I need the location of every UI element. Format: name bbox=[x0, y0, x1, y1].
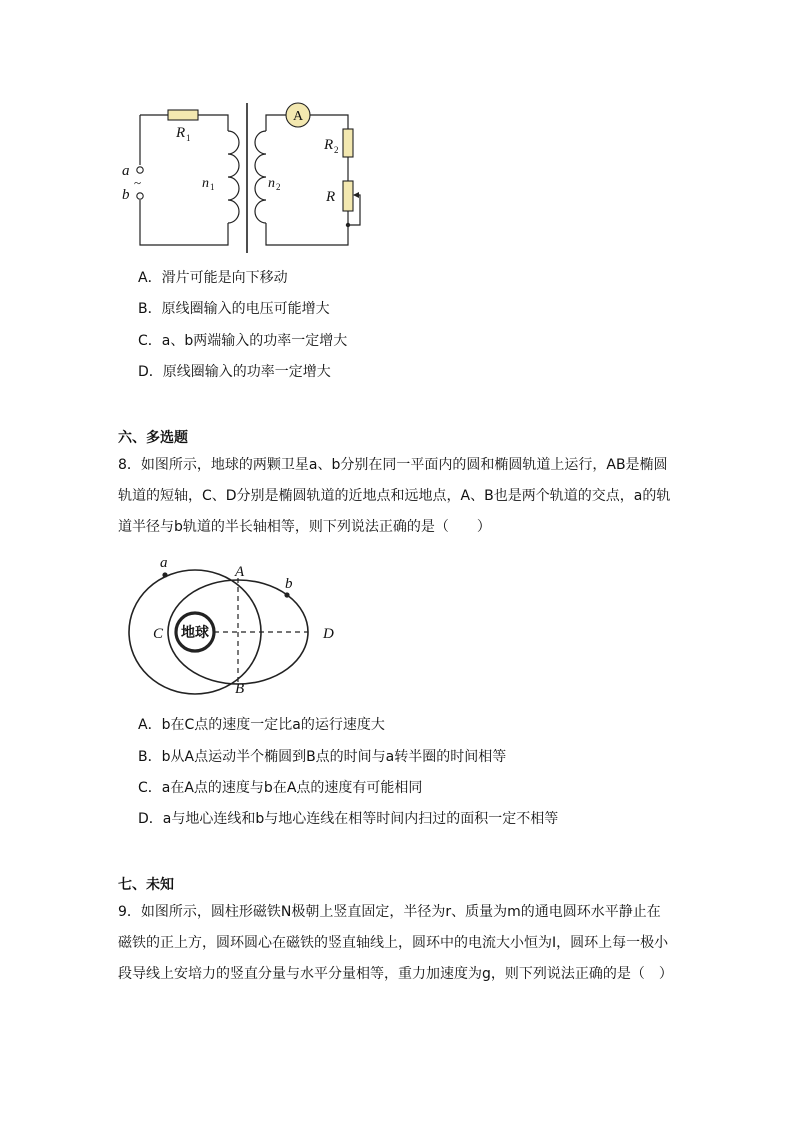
q8-option-d: D．a与地心连线和b与地心连线在相等时间内扫过的面积一定不相等 bbox=[138, 811, 559, 827]
q7-option-b: B．原线圈输入的电压可能增大 bbox=[138, 301, 330, 317]
q7-option-d: D．原线圈输入的功率一定增大 bbox=[138, 364, 331, 380]
transformer-circuit-diagram bbox=[110, 95, 370, 260]
satellite-b bbox=[284, 592, 289, 597]
satellite-a bbox=[162, 572, 167, 577]
label-n1: n bbox=[202, 176, 209, 191]
q7-option-c: C．a、b两端输入的功率一定增大 bbox=[138, 333, 348, 349]
label-a: a bbox=[122, 163, 130, 179]
q9-stem-line-1: 9．如图所示，圆柱形磁铁N极朝上竖直固定，半径为r、质量为m的通电圆环水平静止在 bbox=[118, 904, 661, 920]
earth-label: 地球 bbox=[181, 625, 209, 641]
label-r2-sub: 2 bbox=[334, 145, 339, 155]
orbit-label-D: D bbox=[323, 626, 334, 642]
label-n1-sub: 1 bbox=[210, 182, 215, 192]
label-r1: R bbox=[176, 125, 186, 141]
orbit-diagram bbox=[115, 553, 355, 703]
q9-stem-line-3: 段导线上安培力的竖直分量与水平分量相等，重力加速度为g，则下列说法正确的是（ ） bbox=[118, 966, 673, 982]
terminal-a bbox=[137, 167, 143, 173]
orbit-label-B: B bbox=[235, 681, 245, 697]
label-n2-sub: 2 bbox=[276, 182, 281, 192]
label-r1-sub: 1 bbox=[186, 133, 191, 143]
q7-option-a: A．滑片可能是向下移动 bbox=[138, 270, 288, 286]
label-r: R bbox=[326, 189, 336, 205]
q9-stem-line-2: 磁铁的正上方，圆环圆心在磁铁的竖直轴线上，圆环中的电流大小恒为I，圆环上每一极小 bbox=[118, 935, 669, 951]
slider-arrow-icon bbox=[353, 192, 359, 198]
rheostat-r bbox=[343, 181, 353, 211]
label-tilde: ~ bbox=[134, 175, 142, 190]
orbit-label-C: C bbox=[153, 626, 164, 642]
section-title-multiple-choice: 六、多选题 bbox=[118, 430, 188, 446]
q8-option-c: C．a在A点的速度与b在A点的速度有可能相同 bbox=[138, 780, 423, 796]
resistor-r2 bbox=[343, 129, 353, 157]
q8-option-b: B．b从A点运动半个椭圆到B点的时间与a转半圈的时间相等 bbox=[138, 749, 507, 765]
label-n2: n bbox=[268, 176, 275, 191]
q8-stem-line-1: 8．如图所示，地球的两颗卫星a、b分别在同一平面内的圆和椭圆轨道上运行，AB是椭圆 bbox=[118, 457, 668, 473]
orbit-label-b: b bbox=[285, 576, 293, 592]
ammeter-label: A bbox=[292, 109, 304, 124]
resistor-r1 bbox=[168, 110, 198, 120]
q8-option-a: A．b在C点的速度一定比a的运行速度大 bbox=[138, 717, 385, 733]
terminal-b bbox=[137, 193, 143, 199]
label-b: b bbox=[122, 187, 130, 203]
q8-stem-line-3: 道半径与b轨道的半长轴相等，则下列说法正确的是（ ） bbox=[118, 519, 491, 535]
section-title-unknown: 七、未知 bbox=[118, 877, 174, 893]
junction-dot bbox=[346, 223, 350, 227]
q8-stem-line-2: 轨道的短轴，C、D分别是椭圆轨道的近地点和远地点，A、B也是两个轨道的交点，a的轨 bbox=[118, 488, 671, 504]
orbit-label-A: A bbox=[235, 564, 245, 580]
orbit-label-a: a bbox=[160, 555, 168, 571]
label-r2: R bbox=[324, 137, 334, 153]
